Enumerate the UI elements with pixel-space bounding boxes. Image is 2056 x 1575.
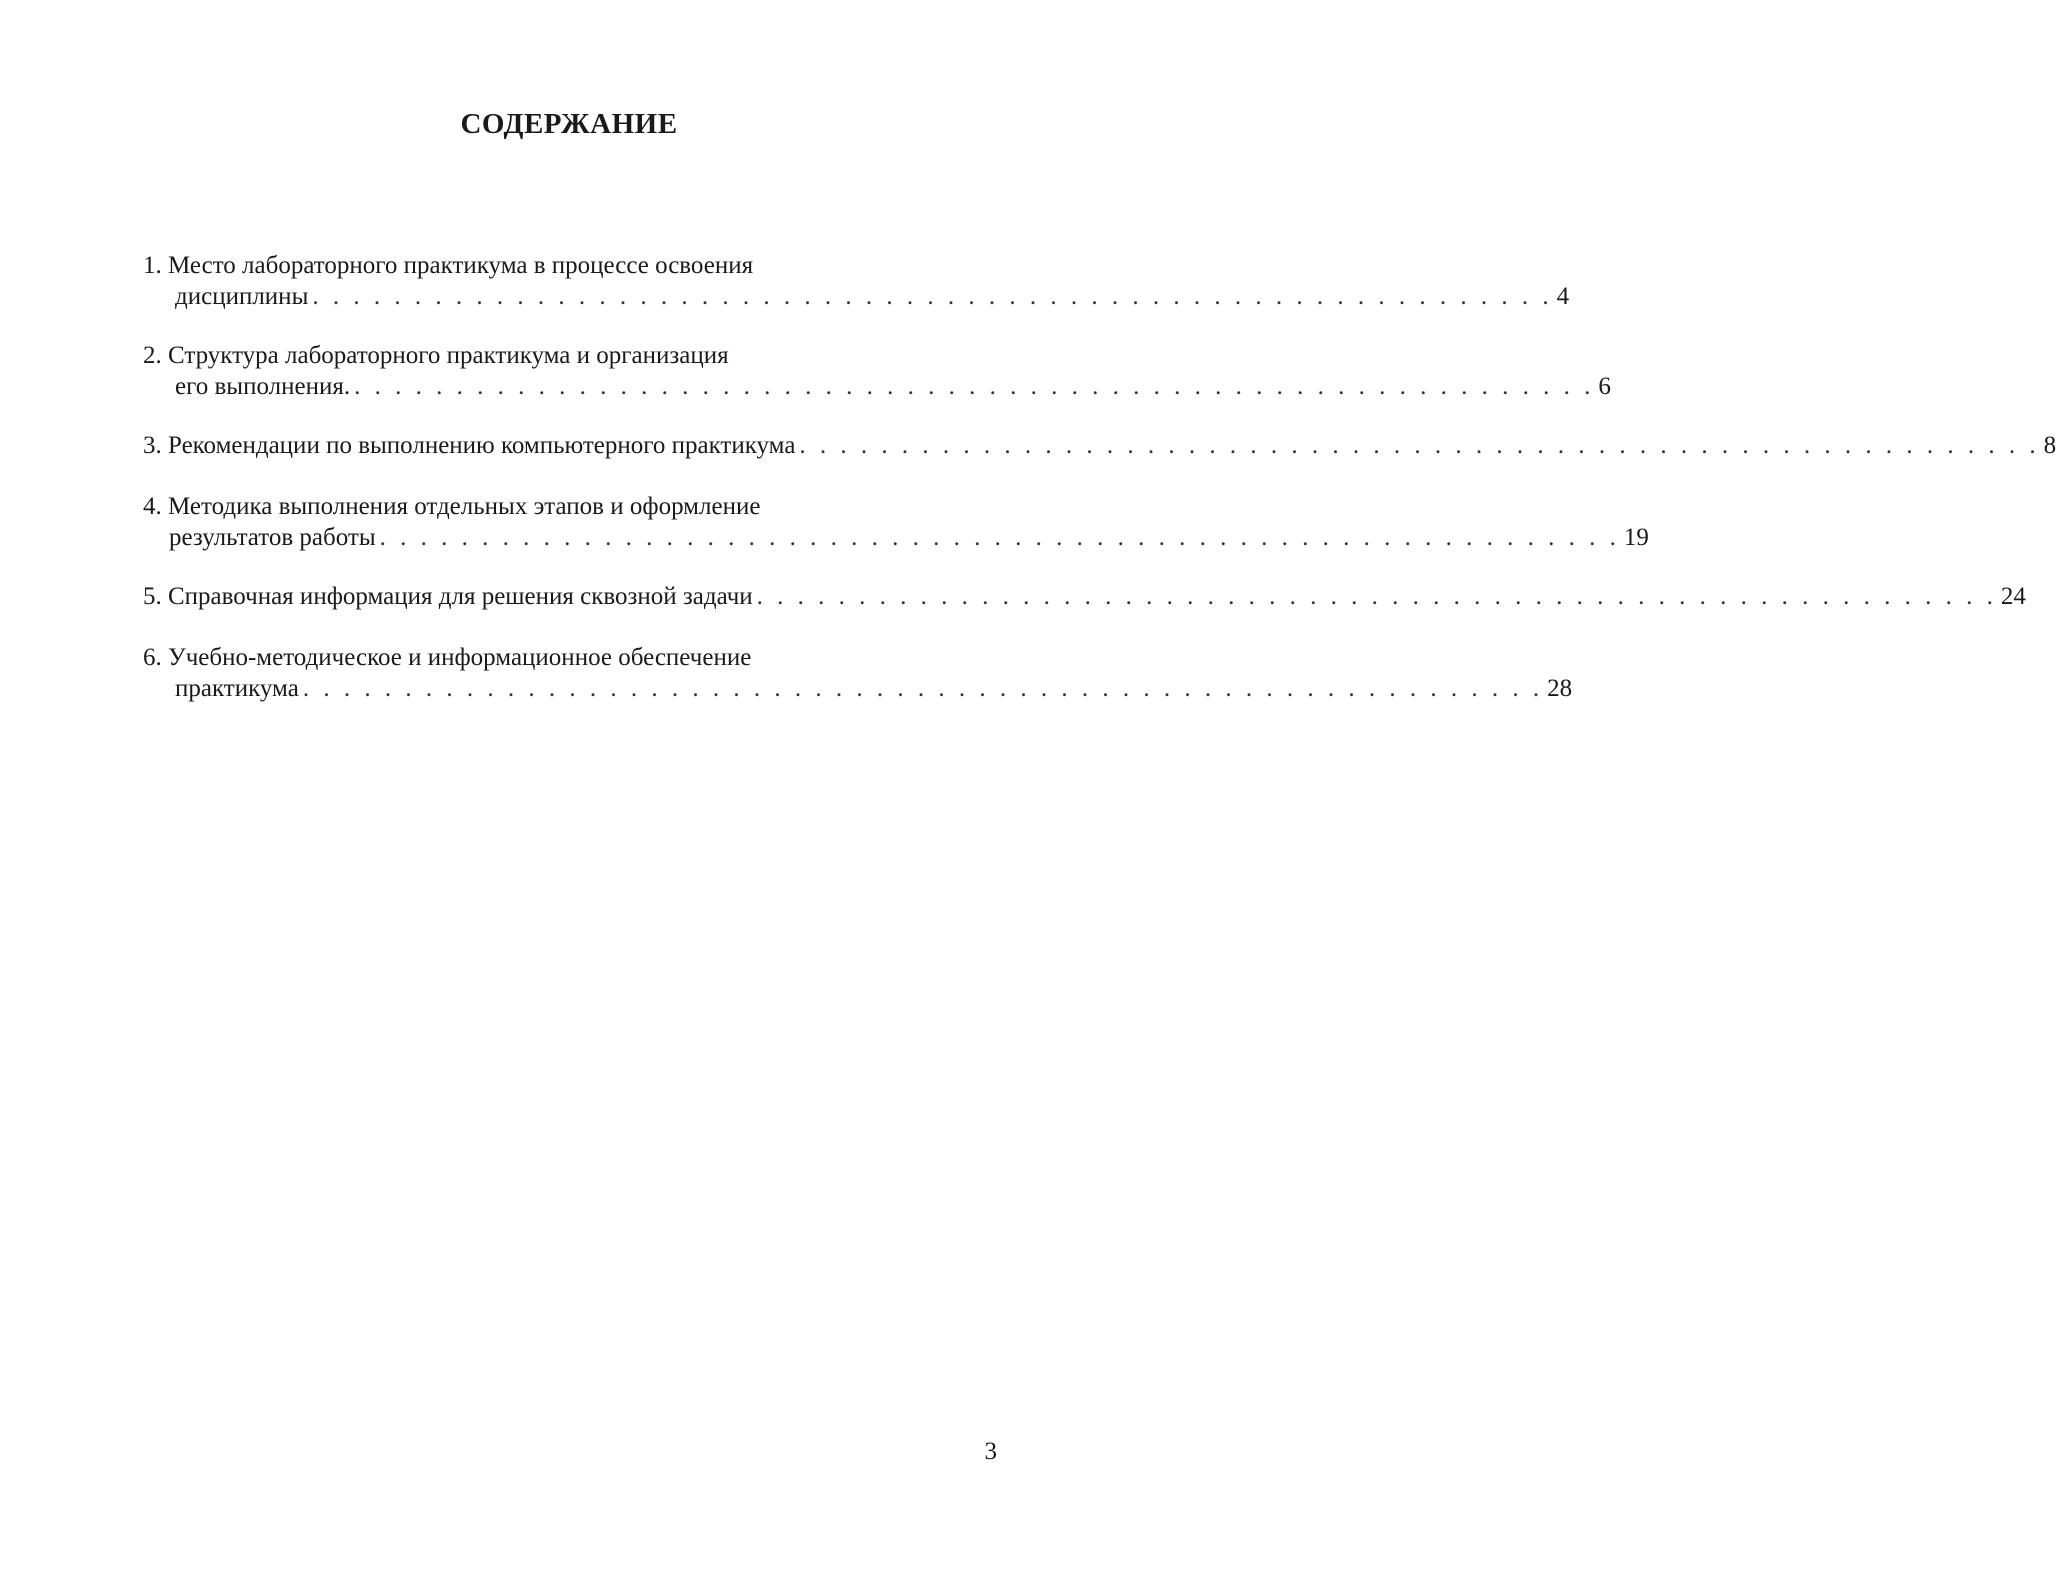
dot-leader: . . . . . . . . . . . . . . . . . . . . . . . . . . . . . . . . . . . . . . . . . . . . . . . . . . . . . . . . . . . . . [799, 432, 2040, 459]
page-title: СОДЕРЖАНИЕ [460, 108, 678, 140]
dot-leader: . . . . . . . . . . . . . . . . . . . . . . . . . . . . . . . . . . . . . . . . . . . . . . . . . . . . . . . . . . . . . [756, 583, 1997, 610]
toc-page-number: 19 [1623, 524, 1649, 551]
toc-entry-4[interactable] [143, 491, 1649, 553]
toc-entry-title: 5. Справочная информация для решения сквозной задачи [143, 583, 753, 610]
toc-page-number: 6 [1598, 373, 1611, 400]
toc-entry-title: 1. Место лабораторного практикума в процессе освоения [143, 252, 754, 279]
dot-leader: . . . . . . . . . . . . . . . . . . . . . . . . . . . . . . . . . . . . . . . . . . . . . . . . . . . . . . . . . . . . . [312, 283, 1553, 310]
toc-entry-title: 6. Учебно-методическое и информационное обеспечение [143, 644, 752, 671]
toc-entry-1[interactable] [143, 250, 1570, 312]
page-number: 3 [984, 1438, 997, 1465]
toc-entry-title-cont: практикума [175, 675, 299, 702]
toc-entry-title-cont: дисциплины [175, 283, 309, 310]
toc-page-number: 28 [1547, 675, 1573, 702]
toc-page-number: 4 [1556, 283, 1570, 310]
dot-leader: . . . . . . . . . . . . . . . . . . . . . . . . . . . . . . . . . . . . . . . . . . . . . . . . . . . . . . . . . . . . . [379, 524, 1620, 551]
toc-entry-title: 2. Структура лабораторного практикума и организация [143, 342, 729, 369]
toc-entry-3[interactable] [143, 430, 2056, 461]
toc-entry-6[interactable] [143, 642, 1573, 704]
dot-leader: . . . . . . . . . . . . . . . . . . . . . . . . . . . . . . . . . . . . . . . . . . . . . . . . . . . . . . . . . . . . . [354, 373, 1595, 400]
toc-entry-title-cont: результатов работы [169, 524, 376, 551]
table-of-contents [143, 250, 2056, 732]
toc-page-number: 24 [2000, 583, 2026, 610]
toc-entry-title: 4. Методика выполнения отдельных этапов и оформление [143, 493, 761, 520]
toc-entry-title-cont: его выполнения. [175, 373, 351, 400]
toc-entry-title: 3. Рекомендации по выполнению компьютерного практикума [143, 432, 796, 459]
toc-page-number: 8 [2043, 432, 2056, 459]
toc-entry-5[interactable] [143, 581, 2026, 612]
dot-leader: . . . . . . . . . . . . . . . . . . . . . . . . . . . . . . . . . . . . . . . . . . . . . . . . . . . . . . . . . . . . . [302, 675, 1544, 702]
toc-entry-2[interactable] [143, 340, 1611, 402]
